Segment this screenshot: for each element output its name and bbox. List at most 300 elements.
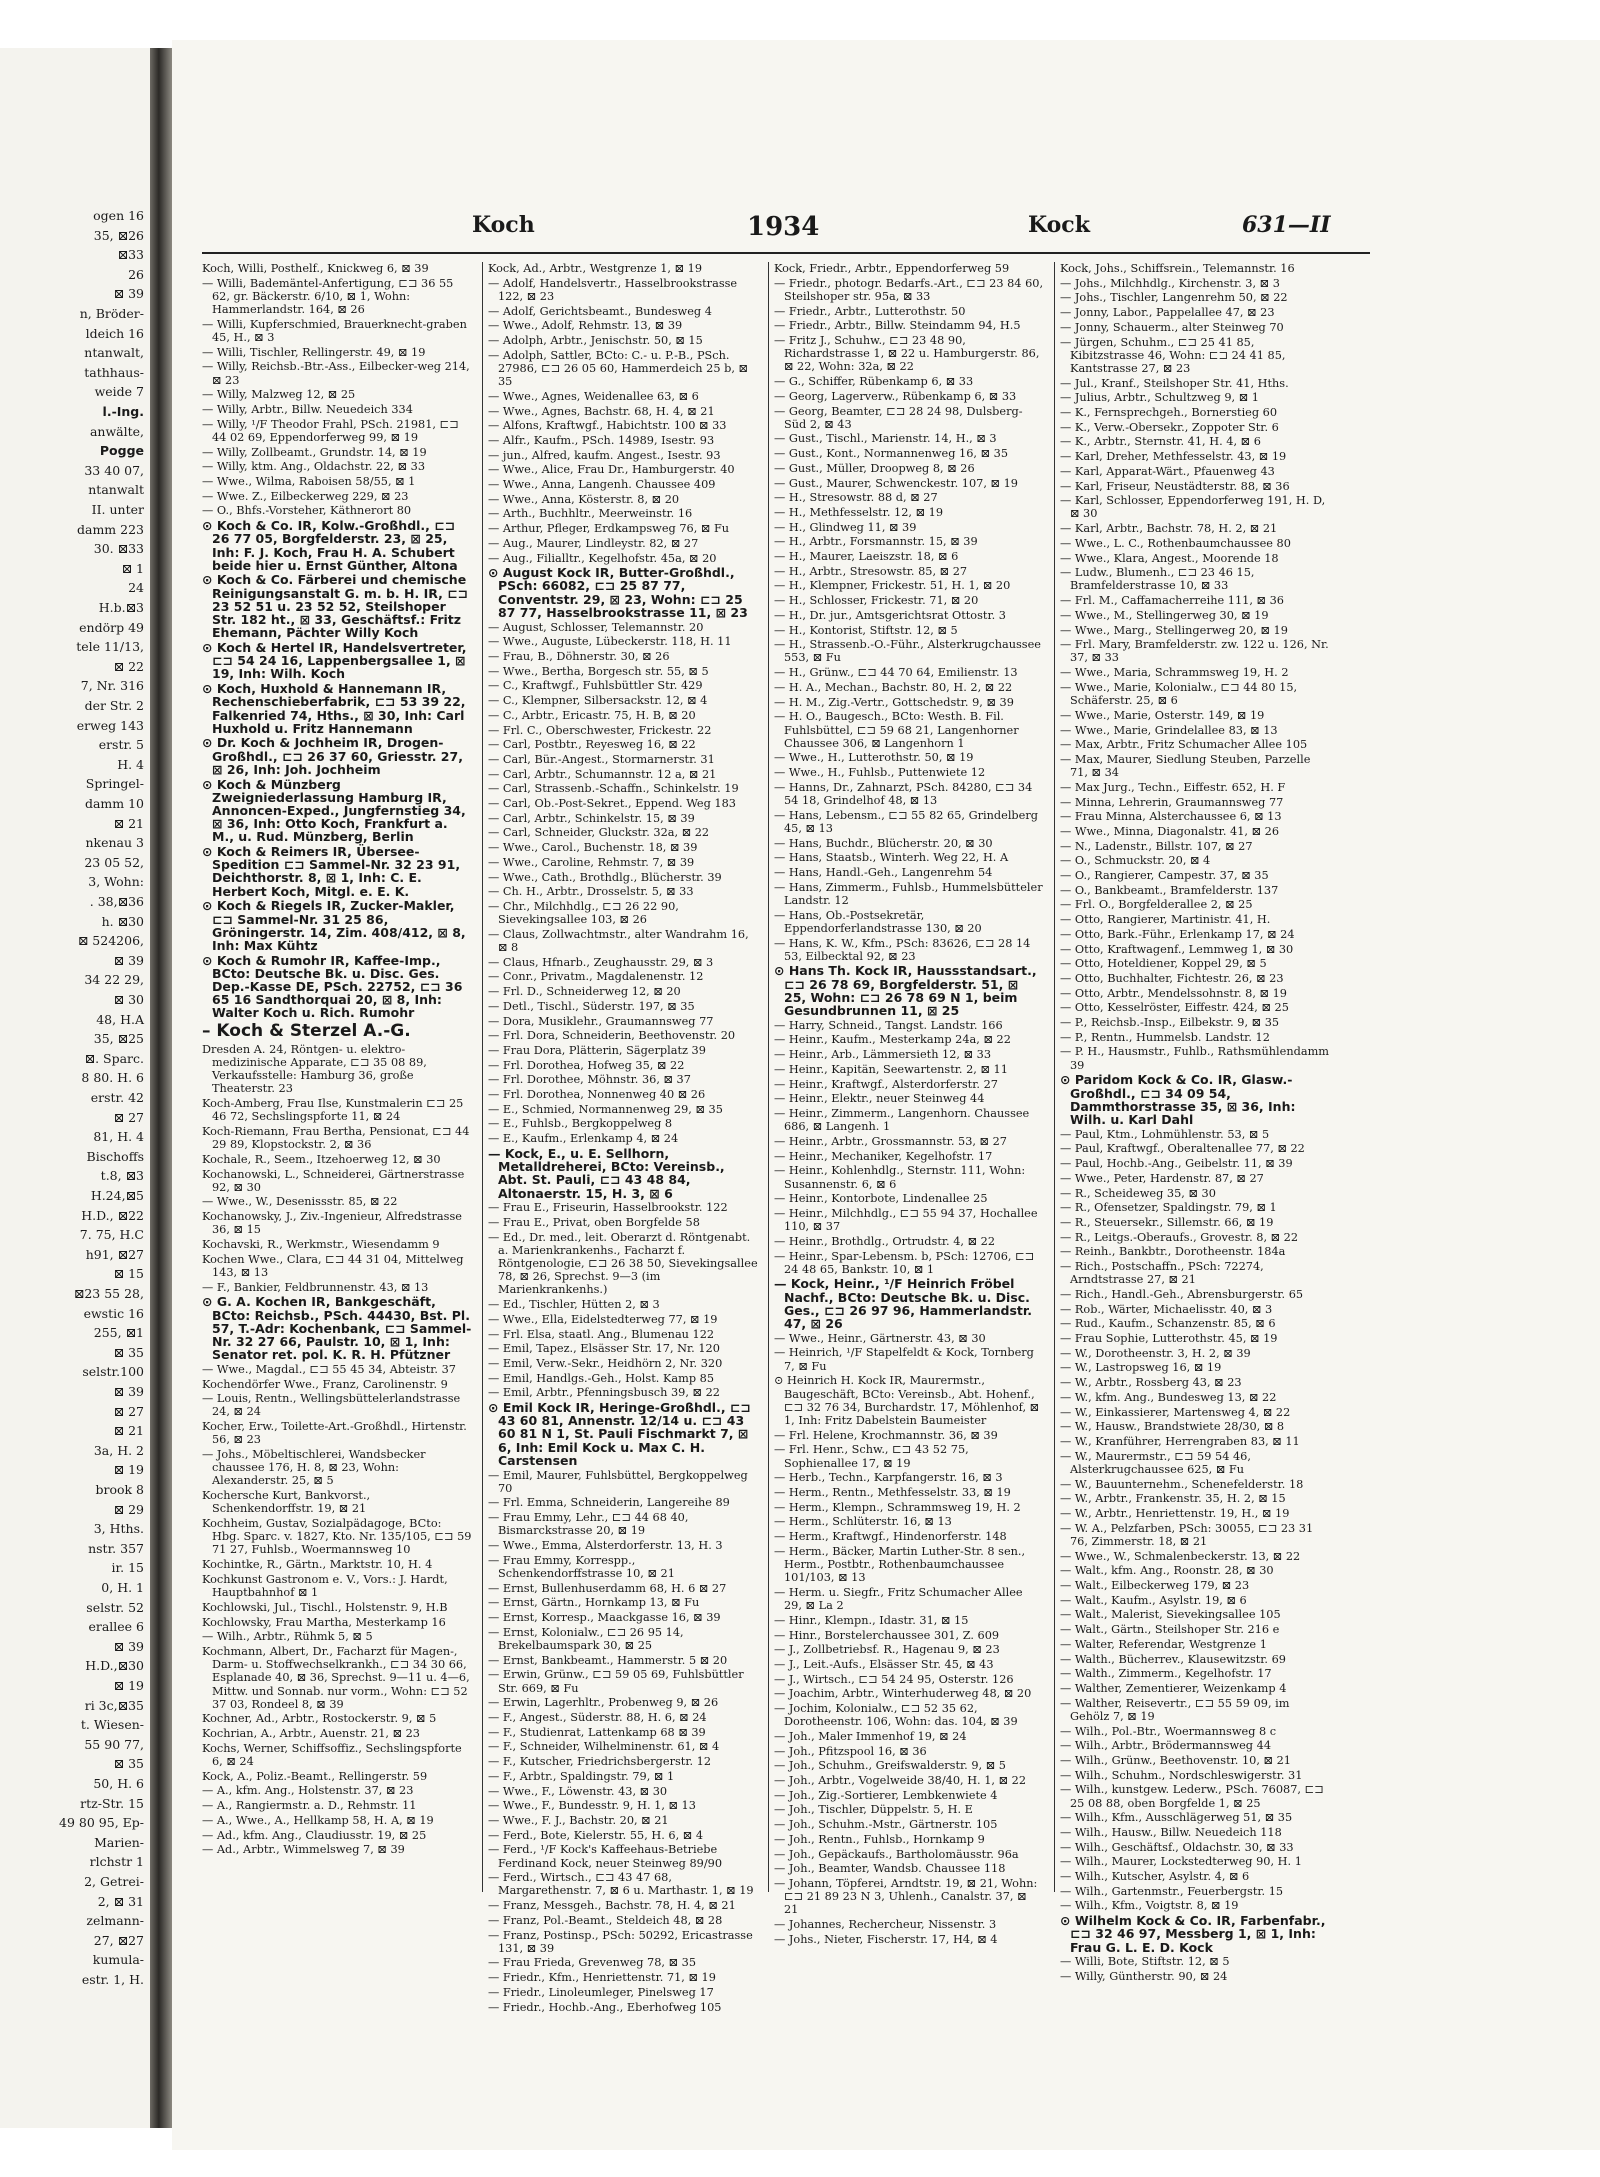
directory-entry: — W., Kranführer, Herrengraben 83, ⊠ 11 — [1060, 1434, 1300, 1448]
left-page-fragment: 3, Wohn: — [88, 874, 144, 890]
directory-entry: Kochintke, R., Gärtn., Marktstr. 10, H. 4 — [202, 1558, 433, 1572]
directory-entry: Kock, Friedr., Arbtr., Eppendorferweg 59 — [774, 262, 1010, 275]
directory-entry: Kochersche Kurt, Bankvorst., Schenkendorffstr. 19, ⊠ 21 — [202, 1489, 371, 1516]
directory-entry: — K., Verw.-Obersekr., Zoppoter Str. 6 — [1060, 420, 1279, 434]
directory-entry: — Otto, Rangierer, Martinistr. 41, H. — [1060, 913, 1271, 927]
left-page-fragment: Pogge — [99, 443, 144, 459]
directory-entry: — Wilh., Hausw., Billw. Neuedeich 118 — [1060, 1825, 1282, 1839]
directory-entry: — Wwe., Agnes, Weidenallee 63, ⊠ 6 — [488, 389, 699, 403]
directory-entry: — Franz, Postinsp., PSch: 50292, Ericastrasse 131, ⊠ 39 — [488, 1928, 753, 1955]
left-page-fragment: nkenau 3 — [85, 835, 144, 851]
directory-entry: — Herm. u. Siegfr., Fritz Schumacher Allee 29, ⊠ La 2 — [774, 1585, 1023, 1613]
left-page-fragment: H.D.,⊠30 — [85, 1658, 144, 1674]
directory-entry: — Wilh., Schuhm., Nordschleswigerstr. 31 — [1060, 1768, 1303, 1782]
directory-entry: ⊙ Wilhelm Kock & Co. IR, Farbenfabr., ⊏⊐ 32 46 97, Messberg 1, ⊠ 1, Inh: Frau G. L. E. D. Kock — [1060, 1913, 1326, 1955]
directory-entry: — Harry, Schneid., Tangst. Landstr. 166 — [774, 1018, 1003, 1032]
directory-entry: — Willy, ktm. Ang., Oldachstr. 22, ⊠ 33 — [202, 460, 426, 474]
directory-entry: — Frl. Dora, Schneiderin, Beethovenstr. 20 — [488, 1029, 736, 1043]
directory-entry: — H., Arbtr., Stresowstr. 85, ⊠ 27 — [774, 564, 968, 578]
directory-entry: Kochkunst Gastronom e. V., Vors.: J. Hardt, Hauptbahnhof ⊠ 1 — [202, 1572, 448, 1600]
directory-entry: — Carl, Arbtr., Schinkelstr. 15, ⊠ 39 — [488, 811, 695, 825]
directory-entry: — Kock, Heinr., ¹/F Heinrich Fröbel Nachf., BCto: Deutsche Bk. u. Disc. Ges., ⊏⊐ 26 97 96, Hammerlandstr. 47, ⊠ 26 — [774, 1276, 1033, 1332]
directory-entry: — Wilh., Arbtr., Brödermannsweg 44 — [1060, 1739, 1272, 1753]
directory-entry: — Wwe., Alice, Frau Dr., Hamburgerstr. 40 — [488, 463, 735, 477]
directory-entry: — Wwe., F. J., Bachstr. 20, ⊠ 21 — [488, 1813, 669, 1827]
directory-entry: — Joh., Schuhm., Greifswalderstr. 9, ⊠ 5 — [774, 1759, 1006, 1773]
directory-entry: — Jul., Kranf., Steilshoper Str. 41, Hths. — [1060, 376, 1289, 390]
directory-entry: — H., Glindweg 11, ⊠ 39 — [774, 520, 917, 534]
directory-entry: — O., Schmuckstr. 20, ⊠ 4 — [1060, 854, 1211, 868]
directory-entry: — Frl. Elsa, staatl. Ang., Blumenau 122 — [488, 1327, 715, 1341]
directory-entry: — Frau Emmy, Lehr., ⊏⊐ 44 68 40, Bismarckstrasse 20, ⊠ 19 — [488, 1511, 689, 1538]
directory-entry: — H., Klempner, Frickestr. 51, H. 1, ⊠ 20 — [774, 579, 1011, 593]
directory-entry: — Wwe., Maria, Schrammsweg 19, H. 2 — [1060, 666, 1289, 680]
directory-entry: — Wwe., Agnes, Bachstr. 68, H. 4, ⊠ 21 — [488, 404, 715, 418]
left-page-fragment: 3, Hths. — [93, 1521, 144, 1537]
left-page-fragment: ⊠ 39 — [113, 286, 144, 302]
left-page-fragment: estr. 1, H. — [81, 1972, 144, 1987]
directory-entry: — H. M., Zig.-Vertr., Gottschedstr. 9, ⊠ 39 — [774, 695, 1014, 709]
directory-entry: — Wwe., F., Löwenstr. 43, ⊠ 30 — [488, 1784, 668, 1798]
left-page-fragment: ⊠. Sparc. — [84, 1050, 144, 1066]
header-right-catchword: Kock — [1028, 212, 1090, 238]
directory-entry: — Wwe., F., Bundesstr. 9, H. 1, ⊠ 13 — [488, 1799, 696, 1813]
directory-entry: — F., Schneider, Wilhelminenstr. 61, ⊠ 4 — [488, 1740, 720, 1754]
header-year: 1934 — [747, 212, 820, 242]
left-page-fragment: 24 — [128, 580, 144, 596]
left-page-fragment: erstr. 42 — [90, 1090, 144, 1105]
directory-entry: — H., Methfesselstr. 12, ⊠ 19 — [774, 505, 944, 519]
left-page-fragment: erweg 143 — [76, 717, 144, 733]
left-page-fragment: ⊠ 19 — [113, 1462, 144, 1478]
directory-entry: — Fritz J., Schuhw., ⊏⊐ 23 48 90, Richardstrasse 1, ⊠ 22 u. Hamburgerstr. 86, ⊠ 22, Wohn: 32a, ⊠ 22 — [774, 334, 1040, 374]
directory-entry: — Willy, Güntherstr. 90, ⊠ 24 — [1060, 1969, 1228, 1983]
directory-entry: — Paul, Kraftwgf., Oberaltenallee 77, ⊠ 22 — [1060, 1142, 1305, 1156]
left-page-fragment: zelmann- — [86, 1913, 144, 1929]
directory-entry: Kochendörfer Wwe., Franz, Carolinenstr. 9 — [202, 1377, 448, 1391]
directory-entry: — Frl. Mary, Bramfelderstr. zw. 122 u. 126, Nr. 37, ⊠ 33 — [1060, 638, 1329, 665]
directory-entry: — Paul, Ktm., Lohmühlenstr. 53, ⊠ 5 — [1060, 1127, 1270, 1141]
directory-entry: — Friedr., Kfm., Henriettenstr. 71, ⊠ 19 — [488, 1971, 716, 1985]
directory-entry: — F., Bankier, Feldbrunnenstr. 43, ⊠ 13 — [202, 1280, 429, 1294]
directory-entry: — Otto, Arbtr., Mendelssohnstr. 8, ⊠ 19 — [1060, 986, 1287, 1000]
directory-entry: Kochanowski, L., Schneiderei, Gärtnerstrasse 92, ⊠ 30 — [202, 1167, 465, 1194]
left-page-fragment: H. 4 — [117, 756, 144, 772]
directory-entry: — Wwe., Carol., Buchenstr. 18, ⊠ 39 — [488, 841, 698, 855]
directory-entry: — Emil, Verw.-Sekr., Heidhörn 2, Nr. 320 — [488, 1356, 723, 1370]
directory-entry: Kochlowski, Jul., Tischl., Holstenstr. 9, H.B — [202, 1600, 448, 1614]
directory-entry: — A., Wwe., A., Hellkamp 58, H. A, ⊠ 19 — [202, 1813, 434, 1827]
directory-entry: — Heinr., Milchhdlg., ⊏⊐ 55 94 37, Hochallee 110, ⊠ 37 — [774, 1206, 1038, 1234]
directory-entry: — C., Arbtr., Ericastr. 75, H. B, ⊠ 20 — [488, 708, 696, 722]
directory-entry: Kochavski, R., Werkmstr., Wiesendamm 9 — [202, 1238, 440, 1252]
directory-entry: — Ed., Dr. med., leit. Oberarzt d. Röntgenabt. a. Marienkrankenhs., Facharzt f. Röntgenologie, ⊏⊐ 26 38 50, Sievekingsallee 78, ⊠ 26, Sprechst. 9—3 (im Marienkrankenhs.) — [488, 1230, 758, 1297]
left-page-fragment: ⊠ 524206, — [77, 933, 144, 949]
directory-entry: — Wwe., Auguste, Lübeckerstr. 118, H. 11 — [488, 635, 732, 649]
directory-entry: — Walth., Zimmerm., Kegelhofstr. 17 — [1060, 1667, 1272, 1681]
left-page-fragment: ir. 15 — [111, 1560, 144, 1576]
directory-entry: — Kock, E., u. E. Sellhorn, Metalldreherei, BCto: Vereinsb., Abt. St. Pauli, ⊏⊐ 43 48 84, Altonaerstr. 15, H. 3, ⊠ 6 — [488, 1145, 725, 1201]
left-page-fragment: nstr. 357 — [88, 1540, 144, 1556]
left-page-fragment: ⊠ 22 — [113, 658, 144, 674]
directory-entry: — Arth., Buchhltr., Meerweinstr. 16 — [488, 507, 693, 521]
directory-entry: — Walter, Referendar, Westgrenze 1 — [1060, 1637, 1267, 1651]
directory-entry: ⊙ G. A. Kochen IR, Bankgeschäft, BCto: Reichsb., PSch. 44430, Bst. Pl. 57, T.-Adr: Kochenbank, ⊏⊐ Sammel-Nr. 32 27 66, Paulstr. 10, ⊠ 1, Inh: Senator ret. pol. K. R. H. Pfützner — [202, 1294, 472, 1363]
directory-entry: — Georg, Lagerverw., Rübenkamp 6, ⊠ 33 — [774, 389, 1017, 403]
directory-entry: — Joh., Beamter, Wandsb. Chaussee 118 — [774, 1862, 1006, 1876]
directory-entry: — Frl. Henr., Schw., ⊏⊐ 43 52 75, Sophienallee 17, ⊠ 19 — [774, 1443, 969, 1470]
directory-entry: — Friedr., Hochb.-Ang., Eberhofweg 105 — [488, 2000, 722, 2014]
directory-entry: — Walt., Gärtn., Steilshoper Str. 216 e — [1060, 1623, 1280, 1637]
directory-entry: — Johs., Nieter, Fischerstr. 17, H4, ⊠ 4 — [774, 1932, 998, 1946]
directory-entry: — Joh., Maler Immenhof 19, ⊠ 24 — [774, 1729, 967, 1743]
directory-entry: — Ed., Tischler, Hütten 2, ⊠ 3 — [488, 1298, 660, 1312]
directory-entry: — Heinrich, ¹/F Stapelfeldt & Kock, Tornberg 7, ⊠ Fu — [774, 1346, 1034, 1373]
directory-entry: — Frau Emmy, Korrespp., Schenkendorffstrasse 10, ⊠ 21 — [488, 1553, 675, 1580]
left-page-fragment: 2, Getrei- — [84, 1874, 144, 1889]
left-page-fragment: anwälte, — [89, 423, 144, 439]
directory-entry: — Frau Minna, Alsterchaussee 6, ⊠ 13 — [1060, 810, 1282, 824]
left-page-fragment: t. Wiesen- — [80, 1717, 144, 1733]
directory-entry: — Wwe., Adolf, Rehmstr. 13, ⊠ 39 — [488, 319, 683, 333]
directory-entry: — Willi, Kupferschmied, Brauerknecht-graben 45, H., ⊠ 3 — [202, 317, 467, 345]
directory-entry: ⊙ Hans Th. Kock IR, Haussstandsart., ⊏⊐ 26 78 69, Borgfelderstr. 51, ⊠ 25, Wohn: ⊏⊐ 26 78 69 N 1, beim Gesundbrunnen 11, ⊠ 25 — [774, 963, 1037, 1019]
directory-entry: — Ernst, Bankbeamt., Hammerstr. 5 ⊠ 20 — [488, 1653, 728, 1667]
left-page-fragment: H.D., ⊠22 — [81, 1207, 144, 1223]
left-page-fragment: 48, H.A — [96, 1011, 144, 1027]
left-page-fragment: ⊠23 55 28, — [73, 1286, 144, 1301]
directory-entry: — Walt., Eilbeckerweg 179, ⊠ 23 — [1060, 1578, 1250, 1592]
directory-entry: — J., Leit.-Aufs., Elsässer Str. 45, ⊠ 43 — [774, 1657, 994, 1671]
left-page-fragment: 3a, H. 2 — [93, 1442, 144, 1458]
directory-entry: — Ernst, Gärtn., Hornkamp 13, ⊠ Fu — [488, 1596, 700, 1610]
directory-entry: ⊙ Dr. Koch & Jochheim IR, Drogen-Großhdl., ⊏⊐ 26 37 60, Griesstr. 27, ⊠ 26, Inh: Joh. Jochheim — [202, 735, 463, 777]
directory-entry: — Carl, Bür.-Angest., Stormarnerstr. 31 — [488, 752, 715, 766]
directory-entry: — Walther, Reisevertr., ⊏⊐ 55 59 09, im Gehölz 7, ⊠ 19 — [1060, 1696, 1290, 1723]
left-page-fragment: l.-Ing. — [102, 404, 144, 419]
directory-entry: — Heinr., Brothdlg., Ortrudstr. 4, ⊠ 22 — [774, 1234, 996, 1248]
left-page-fragment: der Str. 2 — [84, 698, 144, 713]
directory-entry: — Walther, Zementierer, Weizenkamp 4 — [1060, 1681, 1287, 1695]
left-page-fragment: t.8, ⊠3 — [100, 1168, 144, 1184]
directory-entry: Kochen Wwe., Clara, ⊏⊐ 44 31 04, Mittelweg 143, ⊠ 13 — [202, 1252, 464, 1279]
directory-entry: — Wwe., Anna, Kösterstr. 8, ⊠ 20 — [488, 492, 680, 506]
directory-entry: — Ernst, Bullenhuserdamm 68, H. 6 ⊠ 27 — [488, 1581, 727, 1595]
directory-entry: — Herm., Kraftwgf., Hindenorferstr. 148 — [774, 1530, 1007, 1544]
left-page-fragment: ⊠ 1 — [121, 560, 144, 576]
directory-entry: — Ludw., Blumenh., ⊏⊐ 23 46 15, Bramfelderstrasse 10, ⊠ 33 — [1060, 566, 1255, 593]
directory-entry: — G., Schiffer, Rübenkamp 6, ⊠ 33 — [774, 375, 974, 389]
book-gutter — [150, 48, 172, 2128]
header-rule — [202, 252, 1370, 254]
directory-entry: — P., Reichsb.-Insp., Eilbekstr. 9, ⊠ 35 — [1060, 1016, 1280, 1030]
directory-entry: — H., Stresowstr. 88 d, ⊠ 27 — [774, 491, 938, 505]
directory-entry: — H. A., Mechan., Bachstr. 80, H. 2, ⊠ 22 — [774, 680, 1013, 694]
directory-entry: — Carl, Postbtr., Reyesweg 16, ⊠ 22 — [488, 738, 696, 752]
directory-entry: — Johs., Möbeltischlerei, Wandsbecker chaussee 176, H. 8, ⊠ 23, Wohn: Alexanderstr. 25, ⊠ 5 — [202, 1448, 426, 1488]
directory-entry: — W., Arbtr., Henriettenstr. 19, H., ⊠ 19 — [1060, 1506, 1290, 1520]
directory-entry: — H., Dr. jur., Amtsgerichtsrat Ottostr. 3 — [774, 608, 1006, 622]
directory-entry: — Arthur, Pfleger, Erdkampsweg 76, ⊠ Fu — [488, 522, 730, 536]
directory-entry: — Carl, Arbtr., Schumannstr. 12 a, ⊠ 21 — [488, 767, 717, 781]
directory-entry: — Aug., Maurer, Lindleystr. 82, ⊠ 27 — [488, 536, 699, 550]
directory-entry: — Detl., Tischl., Süderstr. 197, ⊠ 35 — [488, 999, 695, 1013]
column-divider — [482, 262, 483, 1892]
directory-entry: — Jürgen, Schuhm., ⊏⊐ 25 41 85, Kibitzstrasse 46, Wohn: ⊏⊐ 24 41 85, Kantstrasse 27, ⊠ 23 — [1060, 335, 1286, 375]
directory-entry: Kochheim, Gustav, Sozialpädagoge, BCto: Hbg. Sparc. v. 1827, Kto. Nr. 135/105, ⊏⊐ 59 71 27, Fuhlsb., Woermannsweg 10 — [202, 1517, 472, 1557]
directory-entry: — Louis, Rentn., Wellingsbüttelerlandstrasse 24, ⊠ 24 — [202, 1392, 461, 1419]
left-page-fragment: ⊠ 39 — [113, 1638, 144, 1654]
directory-entry: — H., Maurer, Laeiszstr. 18, ⊠ 6 — [774, 550, 959, 564]
directory-entry: — Wwe., Anna, Langenh. Chaussee 409 — [488, 478, 716, 492]
left-page-fragment: 30. ⊠33 — [93, 541, 144, 557]
directory-entry: — Joh., Gepäckaufs., Bartholomäusstr. 96a — [774, 1847, 1019, 1861]
directory-entry: — Emil, Maurer, Fuhlsbüttel, Bergkoppelweg 70 — [488, 1468, 748, 1495]
directory-entry: — Joachim, Arbtr., Winterhuderweg 48, ⊠ 20 — [774, 1687, 1032, 1701]
directory-entry: — Frl. Dorothee, Möhnstr. 36, ⊠ 37 — [488, 1073, 691, 1087]
directory-entry: — Wwe., H., Fuhlsb., Puttenwiete 12 — [774, 766, 986, 780]
left-page-fragment: rtz-Str. 15 — [80, 1795, 144, 1811]
directory-entry: — Erwin, Lagerhltr., Probenweg 9, ⊠ 26 — [488, 1696, 719, 1710]
directory-entry: ⊙ Koch & Co. Färberei und chemische Reinigungsanstalt G. m. b. H. IR, ⊏⊐ 23 52 51 u. 23 52 52, Steilshoper Str. 182 ht., ⊠ 33, Geschäftsf.: Fritz Ehemann, Pächter Willy Koch — [202, 572, 469, 641]
directory-entry: — Herm., Rentn., Methfesselstr. 33, ⊠ 19 — [774, 1485, 1011, 1499]
directory-entry: — E., Schmied, Normannenweg 29, ⊠ 35 — [488, 1102, 723, 1116]
directory-entry: — Karl, Schlosser, Eppendorferweg 191, H. D, ⊠ 30 — [1060, 494, 1326, 521]
directory-entry: — Ernst, Kolonialw., ⊏⊐ 26 95 14, Brekelbaumspark 30, ⊠ 25 — [488, 1625, 684, 1652]
directory-entry: — Wwe., Cath., Brothdlg., Blücherstr. 39 — [488, 870, 722, 884]
directory-entry: — Wwe., M., Stellingerweg 30, ⊠ 19 — [1060, 608, 1269, 622]
directory-entry: — Karl, Friseur, Neustädterstr. 88, ⊠ 36 — [1060, 479, 1290, 493]
directory-entry: — Emil, Handlgs.-Geh., Holst. Kamp 85 — [488, 1371, 715, 1385]
left-page-fragment: selstr. 52 — [86, 1599, 144, 1615]
left-page-fragment: erstr. 5 — [98, 737, 144, 753]
directory-entry: — Frau, B., Döhnerstr. 30, ⊠ 26 — [488, 649, 670, 663]
directory-entry: ⊙ August Kock IR, Butter-Großhdl., PSch: 66082, ⊏⊐ 25 87 77, Conventstr. 29, ⊠ 23, Wohn: ⊏⊐ 25 87 77, Hasselbrookstrasse 11, ⊠ 23 — [488, 565, 748, 620]
directory-entry: — W., Dorotheenstr. 3, H. 2, ⊠ 39 — [1060, 1346, 1251, 1360]
directory-entry: — August, Schlosser, Telemannstr. 20 — [488, 620, 704, 634]
directory-entry: — Julius, Arbtr., Schultzweg 9, ⊠ 1 — [1060, 391, 1259, 405]
page-header — [202, 212, 1362, 246]
directory-entry: — Franz, Pol.-Beamt., Steldeich 48, ⊠ 28 — [488, 1913, 723, 1927]
directory-entry: — Paul, Hochb.-Ang., Geibelstr. 11, ⊠ 39 — [1060, 1157, 1293, 1171]
directory-entry: — Wwe., Marie, Osterstr. 149, ⊠ 19 — [1060, 708, 1265, 722]
directory-entry: — Wwe. Z., Eilbeckerweg 229, ⊠ 23 — [202, 489, 409, 503]
directory-entry: — Wwe., Minna, Diagonalstr. 41, ⊠ 26 — [1060, 824, 1280, 838]
directory-entry: — Jochim, Kolonialw., ⊏⊐ 52 35 62, Dorotheenstr. 106, Wohn: das. 104, ⊠ 39 — [774, 1702, 1018, 1729]
directory-entry: — E., Fuhlsb., Bergkoppelweg 8 — [488, 1117, 673, 1131]
directory-entry: — Wilh., Maurer, Lockstedterweg 90, H. 1 — [1060, 1855, 1302, 1869]
directory-entry: — Wwe., Marie, Grindelallee 83, ⊠ 13 — [1060, 723, 1278, 737]
directory-entry: — Wwe., Peter, Hardenstr. 87, ⊠ 27 — [1060, 1171, 1264, 1185]
directory-entry: — Adolph, Sattler, BCto: C.- u. P.-B., PSch. 27986, ⊏⊐ 26 05 60, Hammerdeich 25 b, ⊠ 35 — [488, 348, 748, 389]
directory-entry: — W., Arbtr., Rossberg 43, ⊠ 23 — [1060, 1376, 1242, 1390]
left-page-fragment: damm 223 — [77, 521, 144, 537]
directory-entry: — Reinh., Bankbtr., Dorotheenstr. 184a — [1060, 1245, 1286, 1259]
directory-entry: — Joh., Tischler, Düppelstr. 5, H. E — [774, 1803, 973, 1817]
directory-entry: — Adolf, Gerichtsbeamt., Bundesweg 4 — [488, 304, 712, 318]
directory-entry: — Friedr., photogr. Bedarfs.-Art., ⊏⊐ 23 84 60, Steilshoper str. 95a, ⊠ 33 — [774, 276, 1044, 303]
directory-entry: — Willi, Bademäntel-Anfertigung, ⊏⊐ 36 55 62, gr. Bäckerstr. 6/10, ⊠ 1, Wohn: Hammerlandstr. 164, ⊠ 26 — [202, 276, 454, 317]
directory-entry: — Heinr., Kohlenhdlg., Sternstr. 111, Wohn: Susannenstr. 6, ⊠ 6 — [774, 1164, 1026, 1191]
left-page-fragment: H.b.⊠3 — [98, 600, 144, 615]
directory-entry: — Willy, Arbtr., Billw. Neuedeich 334 — [202, 403, 413, 417]
directory-entry: — Walt., Kaufm., Asylstr. 19, ⊠ 6 — [1060, 1593, 1247, 1607]
left-page-fragment: 23 05 52, — [84, 854, 144, 870]
directory-entry: — A., kfm. Ang., Holstenstr. 37, ⊠ 23 — [202, 1784, 414, 1798]
directory-entry: — Frl. Emma, Schneiderin, Langereihe 89 — [488, 1496, 730, 1510]
directory-entry: — Max, Arbtr., Fritz Schumacher Allee 105 — [1060, 738, 1308, 752]
left-page-fragment: 7. 75, H.C — [79, 1227, 144, 1243]
left-page-fragment: damm 10 — [84, 796, 144, 811]
left-page-fragment: 55 90 77, — [84, 1736, 144, 1752]
directory-entry: — Carl, Strassenb.-Schaffn., Schinkelstr. 19 — [488, 782, 739, 796]
directory-entry: — P., Rentn., Hummelsb. Landstr. 12 — [1060, 1030, 1270, 1044]
header-left-catchword: Koch — [472, 212, 535, 238]
directory-entry: — W., Lastropsweg 16, ⊠ 19 — [1060, 1361, 1222, 1375]
directory-entry: — Heinr., Elektr., neuer Steinweg 44 — [774, 1092, 985, 1106]
directory-entry: — Frl. M., Caffamacherreihe 111, ⊠ 36 — [1060, 594, 1284, 608]
directory-entry: — Frau Frieda, Grevenweg 78, ⊠ 35 — [488, 1956, 697, 1970]
directory-entry: ⊙ Koch & Riegels IR, Zucker-Makler, ⊏⊐ Sammel-Nr. 31 25 86, Gröningerstr. 14, Zim. 408/412, ⊠ 8, Inh: Max Kühtz — [202, 898, 466, 953]
left-page-fragment: ogen 16 — [93, 208, 144, 223]
directory-entry: ⊙ Paridom Kock & Co. IR, Glasw.-Großhdl., ⊏⊐ 34 09 54, Dammthorstrasse 35, ⊠ 36, Inh: Wilh. u. Karl Dahl — [1060, 1072, 1296, 1127]
directory-entry: — Adolf, Handelsvertr., Hasselbrookstrasse 122, ⊠ 23 — [488, 276, 738, 303]
left-page-fragment: 34 22 29, — [84, 972, 144, 988]
left-page-fragment: selstr.100 — [82, 1364, 144, 1380]
left-page-fragment: ntanwalt, — [84, 345, 144, 361]
directory-entry: Kochs, Werner, Schiffsoffiz., Sechslingspforte 6, ⊠ 24 — [202, 1741, 462, 1769]
directory-entry: — Ferd., ¹/F Kock's Kaffeehaus-Betriebe Ferdinand Kock, neuer Steinweg 89/90 — [488, 1843, 723, 1870]
directory-entry: — Frl. C., Oberschwester, Frickestr. 22 — [488, 723, 712, 737]
directory-entry: — R., Scheideweg 35, ⊠ 30 — [1060, 1186, 1216, 1200]
directory-entry: — Dora, Musiklehr., Graumannsweg 77 — [488, 1014, 714, 1028]
directory-entry: — Otto, Kesselröster, Eiffestr. 424, ⊠ 25 — [1060, 1001, 1289, 1015]
directory-entry: — Friedr., Arbtr., Lutterothstr. 50 — [774, 304, 966, 318]
directory-entry: ⊙ Koch, Huxhold & Hannemann IR, Rechenschieberfabrik, ⊏⊐ 53 39 22, Falkenried 74, Hths., ⊠ 30, Inh: Carl Huxhold u. Fritz Hannemann — [202, 681, 466, 736]
directory-entry: Kochner, Ad., Arbtr., Rostockerstr. 9, ⊠ 5 — [202, 1712, 437, 1726]
directory-entry: — Heinr., Spar-Lebensm. b, PSch: 12706, ⊏⊐ 24 48 65, Bankstr. 10, ⊠ 1 — [774, 1249, 1035, 1276]
directory-entry: — J., Zollbetriebsf. R., Hagenau 9, ⊠ 23 — [774, 1643, 1000, 1657]
left-page-fragment: ⊠ 15 — [113, 1266, 144, 1282]
directory-entry: — Claus, Zollwachtmstr., alter Wandrahm 16, ⊠ 8 — [488, 927, 749, 955]
directory-entry: — Joh., Schuhm.-Mstr., Gärtnerstr. 105 — [774, 1818, 998, 1832]
directory-entry: — Wwe., L. C., Rothenbaumchaussee 80 — [1060, 536, 1291, 550]
header-page-number: 631—II — [1242, 212, 1331, 238]
directory-entry: — F., Kutscher, Friedrichsbergerstr. 12 — [488, 1755, 712, 1769]
directory-entry: — Heinr., Kapitän, Seewartenstr. 2, ⊠ 11 — [774, 1062, 1008, 1076]
directory-entry: Kochmann, Albert, Dr., Facharzt für Magen-, Darm- u. Stoffwechselkrankh., ⊏⊐ 34 30 66, Esplanade 40, ⊠ 36, Sprechst. 9—11 u. 4—6, Mittw. und Sonnab. nur vorm., Wohn: ⊏⊐ 52 37 03, Rondeel 8, ⊠ 39 — [202, 1644, 470, 1711]
directory-entry: — W., Hausw., Brandstwiete 28/30, ⊠ 8 — [1060, 1420, 1285, 1434]
directory-entry: Dresden A. 24, Röntgen- u. elektro-medizinische Apparate, ⊏⊐ 35 08 89, Verkaufsstelle: Hamburg 36, große Theaterstr. 23 — [202, 1042, 427, 1096]
left-page-fragment: ⊠ 35 — [113, 1756, 144, 1772]
directory-entry: — P. H., Hausmstr., Fuhlb., Rathsmühlendamm 39 — [1060, 1045, 1329, 1072]
left-page-fragment: Marien- — [94, 1834, 144, 1850]
left-page-fragment: . 38,⊠36 — [89, 894, 144, 909]
directory-entry: — O., Bhfs.-Vorsteher, Käthnerort 80 — [202, 504, 412, 518]
directory-entry: — Frl. Helene, Krochmannstr. 36, ⊠ 39 — [774, 1428, 998, 1442]
directory-entry: — Hinr., Klempn., Idastr. 31, ⊠ 15 — [774, 1613, 969, 1627]
directory-entry: — Gust., Maurer, Schwenckestr. 107, ⊠ 19 — [774, 476, 1018, 490]
directory-entry: — Joh., Pfitzspool 16, ⊠ 36 — [774, 1744, 927, 1758]
left-page-fragment: ⊠ 39 — [113, 952, 144, 968]
directory-entry: — Wwe., Wilma, Raboisen 58/55, ⊠ 1 — [202, 475, 416, 489]
directory-entry: — Karl, Arbtr., Bachstr. 78, H. 2, ⊠ 21 — [1060, 522, 1278, 536]
directory-entry: — Ad., kfm. Ang., Claudiusstr. 19, ⊠ 25 — [202, 1828, 427, 1842]
directory-entry: — Hans, Handl.-Geh., Langenrehm 54 — [774, 866, 993, 880]
directory-entry: — Heinr., Arb., Lämmersieth 12, ⊠ 33 — [774, 1048, 992, 1062]
directory-entry: Koch-Amberg, Frau Ilse, Kunstmalerin ⊏⊐ 25 46 72, Sechslingspforte 11, ⊠ 24 — [202, 1096, 464, 1124]
left-page-fragment: weide 7 — [94, 384, 144, 400]
directory-entry: — H., Grünw., ⊏⊐ 44 70 64, Emilienstr. 13 — [774, 666, 1018, 680]
left-page-fragment: kumula- — [92, 1952, 144, 1968]
directory-entry: Kochlowsky, Frau Martha, Mesterkamp 16 — [202, 1615, 446, 1629]
directory-entry: — Joh., Rentn., Fuhlsb., Hornkamp 9 — [774, 1832, 985, 1846]
directory-entry: — Walth., Bücherrev., Klausewitzstr. 69 — [1060, 1652, 1286, 1666]
left-page-fragment: ⊠ 21 — [113, 815, 144, 831]
directory-entry: — Hans, Zimmerm., Fuhlsb., Hummelsbütteler Landstr. 12 — [774, 880, 1043, 907]
directory-entry: — C., Kraftwgf., Fuhlsbüttler Str. 429 — [488, 679, 703, 693]
directory-entry: Kock, Ad., Arbtr., Westgrenze 1, ⊠ 19 — [488, 262, 703, 275]
directory-entry: — Rich., Handl.-Geh., Abrensburgerstr. 65 — [1060, 1287, 1304, 1301]
directory-entry: — Adolph, Arbtr., Jenischstr. 50, ⊠ 15 — [488, 334, 703, 348]
directory-entry: — Claus, Hfnarb., Zeughausstr. 29, ⊠ 3 — [488, 955, 714, 969]
left-page-fragment: n, Bröder- — [79, 306, 144, 321]
directory-entry: — Walt., kfm. Ang., Roonstr. 28, ⊠ 30 — [1060, 1564, 1274, 1578]
directory-entry: — Wilh., Grünw., Beethovenstr. 10, ⊠ 21 — [1060, 1753, 1291, 1767]
directory-entry: — Otto, Kraftwagenf., Lemmweg 1, ⊠ 30 — [1060, 942, 1294, 956]
directory-entry: — Hanns, Dr., Zahnarzt, PSch. 84280, ⊏⊐ 34 54 18, Grindelhof 48, ⊠ 13 — [774, 780, 1033, 808]
directory-entry: — K., Fernsprechgeh., Bornerstieg 60 — [1060, 406, 1278, 420]
directory-entry: — Otto, Buchhalter, Fichtestr. 26, ⊠ 23 — [1060, 971, 1284, 985]
left-page-fragment: ldeich 16 — [85, 325, 144, 341]
left-page-fragment: Bischoffs — [86, 1148, 144, 1164]
directory-entry: — Frl. Dorothea, Hofweg 35, ⊠ 22 — [488, 1058, 685, 1072]
directory-entry: — Wwe., Heinr., Gärtnerstr. 43, ⊠ 30 — [774, 1331, 986, 1345]
directory-entry: — Wilh., Kfm., Voigtstr. 8, ⊠ 19 — [1060, 1899, 1239, 1913]
left-page-fragment: ntanwalt — [88, 482, 144, 498]
left-page-fragment: ⊠ 39 — [113, 1384, 144, 1399]
directory-entry: — Jonny, Labor., Pappelallee 47, ⊠ 23 — [1060, 306, 1275, 320]
directory-entry: — F., Studienrat, Lattenkamp 68 ⊠ 39 — [488, 1725, 706, 1739]
directory-entry: — Joh., Zig.-Sortierer, Lembkenwiete 4 — [774, 1788, 998, 1802]
left-page-fragment: ⊠33 — [117, 247, 144, 263]
left-page-fragment: erallee 6 — [88, 1619, 144, 1635]
directory-entry: — Wwe., Marg., Stellingerweg 20, ⊠ 19 — [1060, 623, 1288, 637]
directory-entry: — Hans, K. W., Kfm., PSch: 83626, ⊏⊐ 28 14 53, Eilbecktal 92, ⊠ 23 — [774, 936, 1031, 963]
directory-entry: Kochanowsky, J., Ziv.-Ingenieur, Alfredstrasse 36, ⊠ 15 — [202, 1210, 462, 1237]
directory-entry: — Heinr., Kaufm., Mesterkamp 24a, ⊠ 22 — [774, 1033, 1011, 1047]
directory-entry: — Wwe., Klara, Angest., Moorende 18 — [1060, 551, 1279, 565]
directory-entry: — Willy, ¹/F Theodor Frahl, PSch. 21981, ⊏⊐ 44 02 69, Eppendorferweg 99, ⊠ 19 — [202, 417, 459, 444]
directory-entry: — W., Einkassierer, Martensweg 4, ⊠ 22 — [1060, 1405, 1291, 1419]
left-page-fragment: brook 8 — [95, 1482, 144, 1497]
directory-column-1 — [202, 262, 472, 1892]
directory-entry: — H., Strassenb.-O.-Führ., Alsterkrugchaussee 553, ⊠ Fu — [774, 638, 1041, 665]
left-page-edge — [0, 48, 152, 2128]
directory-entry: — O., Rangierer, Campestr. 37, ⊠ 35 — [1060, 869, 1269, 883]
directory-entry: — Emil, Tapez., Elsässer Str. 17, Nr. 120 — [488, 1342, 720, 1356]
left-page-fragment: ⊠ 27 — [113, 1403, 144, 1419]
directory-entry: — Ferd., Bote, Kielerstr. 55, H. 6, ⊠ 4 — [488, 1828, 704, 1842]
left-page-fragment: h. ⊠30 — [101, 913, 144, 929]
directory-entry: Kocher, Erw., Toilette-Art.-Großhdl., Hirtenstr. 56, ⊠ 23 — [202, 1420, 467, 1447]
directory-entry: — Wilh., Geschäftsf., Oldachstr. 30, ⊠ 33 — [1060, 1840, 1294, 1854]
directory-entry: — R., Leitgs.-Oberaufs., Grovestr. 8, ⊠ 22 — [1060, 1230, 1299, 1244]
directory-entry: — Frau E., Privat, oben Borgfelde 58 — [488, 1215, 700, 1229]
directory-entry: — Hans, Ob.-Postsekretär, Eppendorferlandstrasse 130, ⊠ 20 — [774, 908, 982, 935]
directory-entry: — Karl, Dreher, Methfesselstr. 43, ⊠ 19 — [1060, 450, 1287, 464]
column-divider — [1054, 262, 1055, 1892]
